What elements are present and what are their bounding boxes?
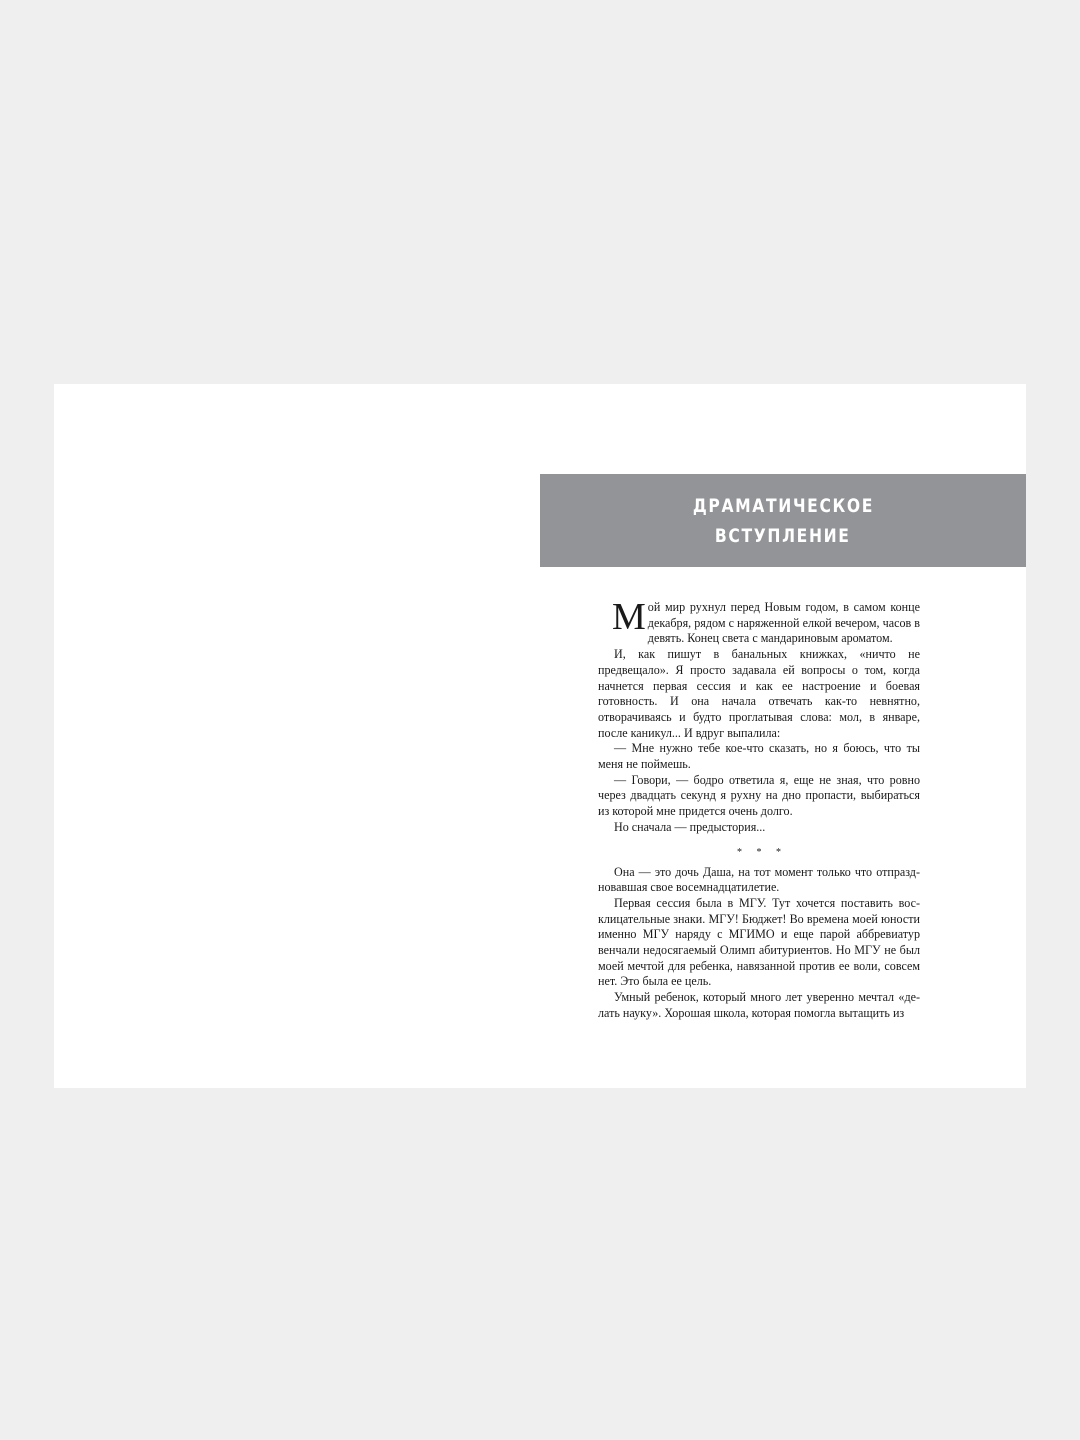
paragraph-8: Умный ребенок, который много лет уверенно мечтал «делать науку». Хорошая школа, которая помогла вытащить из (598, 990, 920, 1020)
paragraph-4: — Говори, — бодро ответила я, еще не зная, что ровно через двадцать секунд я рухну на дно пропасти, выбираться из которой мне придется очень долго. (598, 772, 920, 819)
section-separator: * * * (737, 846, 787, 858)
chapter-body-text (598, 596, 920, 1022)
paragraph-7: Первая сессия была в МГУ. Тут хочется поставить восклицательные знаки. МГУ! Бюджет! Во времена моей юности именно МГУ наряду с МГИМО и еще парой аббревиатур венчали недосягаемый Олимп абитуриентов. Но МГУ не был моей мечтой для ребенка, навязанной против ее воли, совсем нет. Это была ее цель. (598, 895, 920, 989)
paragraph-6: Она — это дочь Даша, на тот момент только что отпраздновавшая свое восемнадцатилетие. (598, 864, 920, 895)
left-page-blank (54, 384, 540, 1088)
paragraph-2: И, как пишут в банальных книжках, «ничто не предвещало». Я просто задавала ей вопросы о том, когда начнется первая сессия и как ее настроение и боевая готовность. И она начала отвечать как-то невнятно, отворачиваясь и будто проглатывая слова: мол, в январе, после каникул... И вдруг выпалила: (598, 647, 920, 740)
paragraph-5: Но сначала — предыстория... (614, 819, 766, 834)
book-spread (54, 384, 1026, 1088)
chapter-title-line-2: ВСТУПЛЕНИЕ (715, 524, 851, 547)
paragraph-3: — Мне нужно тебе кое-что сказать, но я боюсь, что ты меня не поймешь. (598, 741, 920, 772)
chapter-title-line-1: ДРАМАТИЧЕСКОЕ (692, 494, 874, 517)
paragraph-1-text: ой мир рухнул перед Новым годом, в самом конце декабря, рядом с наряженной елкой вечером, часов в девять. Конец света с мандариновым ароматом. (647, 600, 920, 646)
paragraph-1 (598, 596, 920, 647)
right-page (540, 384, 1026, 1088)
chapter-title-band (540, 474, 1026, 567)
drop-cap: М (612, 596, 646, 638)
